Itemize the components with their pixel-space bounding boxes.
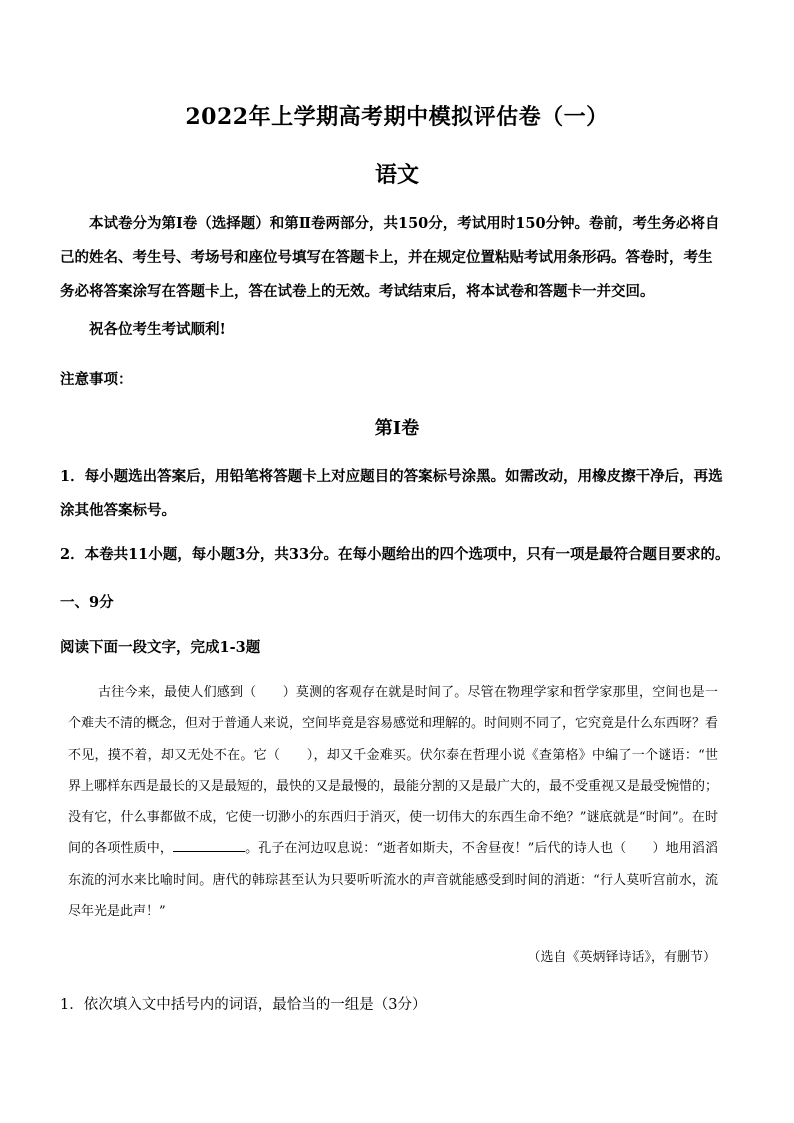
wish-line: 祝各位考生考试顺利! xyxy=(89,321,226,338)
reading-passage xyxy=(68,677,718,927)
section-heading: 一、9分 xyxy=(60,594,114,611)
question-1: 1．依次填入文中括号内的词语，最恰当的一组是（3分） xyxy=(60,997,427,1013)
reading-prompt: 阅读下面一段文字，完成1-3题 xyxy=(60,639,261,656)
intro-paragraph: 本试卷分为第Ⅰ卷（选择题）和第Ⅱ卷两部分，共150分，考试用时150分钟。卷前，考生务必将自己的姓名、考生号、考场号和座位号填写在答题卡上，并在规定位置粘贴考试用条形码。答卷时，考生务必将答案涂写在答题卡上，答在试卷上的无效。考试结束后，将本试卷和答题卡一并交回。 xyxy=(60,215,720,300)
volume-heading: 第Ⅰ卷 xyxy=(374,418,420,439)
rule-item-1: 1．每小题选出答案后，用铅笔将答题卡上对应题目的答案标号涂黑。如需改动，用橡皮擦干净后，再选涂其他答案标号。 xyxy=(60,468,723,519)
passage-source: （选自《英炳铎诗话》，有删节） xyxy=(527,950,716,965)
fill-blank xyxy=(173,837,245,852)
notice-label: 注意事项： xyxy=(60,371,133,388)
passage-part-2: 。孔子在河边叹息说：“逝者如斯夫，不舍昼夜！”后代的诗人也（ ）地用滔滔东流的河水来比喻时间。唐代的韩琮甚至认为只要听听流水的声音就能感受到时间的消逝：“行人莫听宫前水，流尽年光是此声！” xyxy=(68,841,718,920)
subject-title: 语文 xyxy=(374,162,419,188)
passage-part-1: 古往今来，最使人们感到（ ）莫测的客观存在就是时间了。尽管在物理学家和哲学家那里，空间也是一个难夫不清的概念，但对于普通人来说，空间毕竟是容易感觉和理解的。时间则不同了，它究竟是什么东西呀？看不见，摸不着，却又无处不在。它（ ），却又千金难买。伏尔泰在哲理小说《查第格》中编了一个谜语：“世界上哪样东西是最长的又是最短的，最快的又是最慢的，最能分割的又是最广大的，最不受重视又是最受惋惜的；没有它，什么事都做不成，它使一切渺小的东西归于消灭，使一切伟大的东西生命不绝？”谜底就是“时间”。在时间的各项性质中， xyxy=(68,685,719,857)
exam-title: 2022年上学期高考期中模拟评估卷（一） xyxy=(185,104,609,130)
rule-item-2: 2．本卷共11小题，每小题3分，共33分。在每小题给出的四个选项中，只有一项是最符合题目要求的。 xyxy=(60,546,730,563)
